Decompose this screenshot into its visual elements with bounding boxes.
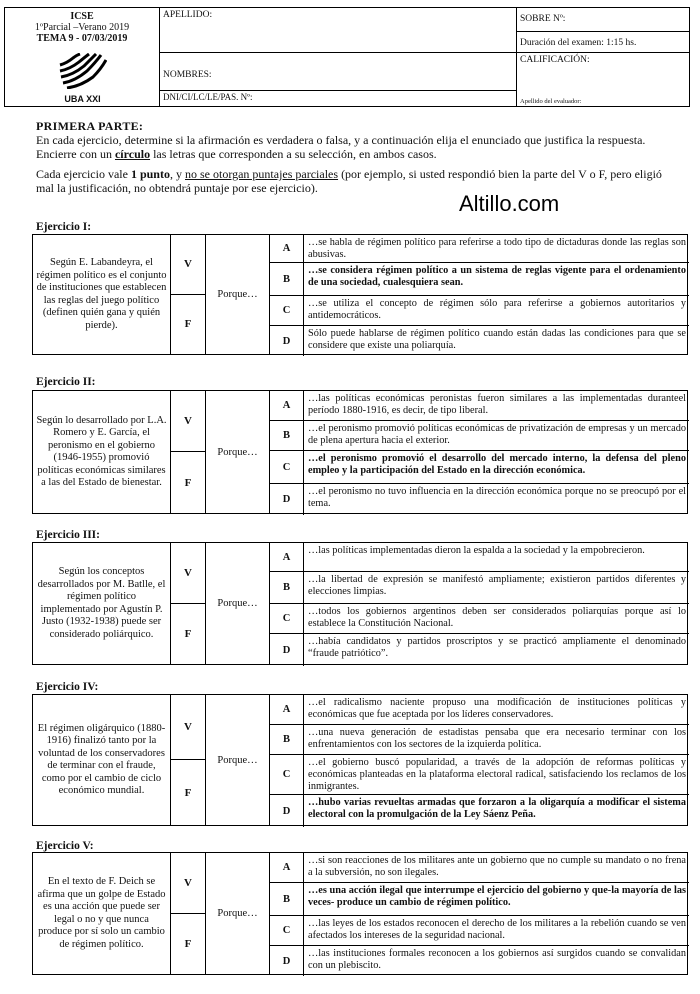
justification-option bbox=[270, 755, 689, 795]
exercise-table bbox=[32, 390, 688, 514]
option-letter[interactable]: B bbox=[270, 725, 304, 754]
option-letter[interactable]: B bbox=[270, 572, 304, 603]
option-text: …las leyes de los estados reconocen el derecho de los militares a la rebelión cuando se ven afectados los intereses de la seguridad nacional. bbox=[308, 918, 686, 941]
option-letter[interactable]: D bbox=[270, 634, 304, 666]
option-text: …una nueva generación de estadistas pensaba que era necesario terminar con los enfrentamientos con los sectores de la izquierda política. bbox=[308, 727, 686, 750]
verdadero-option[interactable]: V bbox=[171, 695, 206, 760]
exercise-table bbox=[32, 234, 688, 355]
exercise-table bbox=[32, 852, 688, 975]
duracion-label: Duración del examen: 1:15 hs. bbox=[517, 32, 689, 53]
justification-option bbox=[270, 484, 689, 515]
justification-option bbox=[270, 853, 689, 883]
justification-option bbox=[270, 421, 689, 451]
option-text: …se considera régimen político a un sistema de reglas vigente para el ordenamiento de una sociedad, cualesquiera sean. bbox=[308, 265, 686, 288]
option-letter[interactable]: A bbox=[270, 853, 304, 882]
falso-option[interactable]: F bbox=[171, 760, 206, 825]
exercise-title: Ejercicio I: bbox=[36, 221, 92, 233]
justification-option bbox=[270, 946, 689, 976]
option-letter[interactable]: C bbox=[270, 296, 304, 325]
calificacion-field[interactable] bbox=[517, 53, 689, 106]
exercise-statement: En el texto de F. Deich se afirma que un golpe de Estado es una acción que puede ser legal o no y que nunca produce por sí solo un cambio de régimen político. bbox=[33, 853, 171, 974]
option-letter[interactable]: D bbox=[270, 795, 304, 827]
instruction-paragraph-1: En cada ejercicio, determine si la afirmación es verdadera o falsa, y a continuación elija el enunciado que justifica la respuesta. Encierre con un círculo las letras que corresponden a su selección, en ambos casos. bbox=[36, 133, 646, 161]
option-letter[interactable]: C bbox=[270, 755, 304, 794]
exam-type: 1ºParcial –Verano 2019 bbox=[34, 22, 130, 33]
option-text: …la libertad de expresión se manifestó ampliamente; existieron partidos diferentes y elecciones limpias. bbox=[308, 574, 686, 597]
watermark: Altillo.com bbox=[459, 191, 560, 216]
institution: ICSE bbox=[70, 11, 94, 22]
option-letter[interactable]: D bbox=[270, 484, 304, 515]
tema: TEMA 9 - 07/03/2019 bbox=[36, 33, 128, 44]
option-text: …había candidatos y partidos proscriptos y se practicó ampliamente el denominado “fraude patriótico”. bbox=[308, 636, 686, 659]
option-letter[interactable]: A bbox=[270, 543, 304, 571]
falso-option[interactable]: F bbox=[171, 604, 206, 665]
porque-label: Porque… bbox=[206, 543, 270, 664]
option-letter[interactable]: A bbox=[270, 235, 304, 262]
option-text: …el peronismo promovió políticas económicas de privatización de empresas y un mercado de plena apertura hacia el exterior. bbox=[308, 423, 686, 446]
option-letter[interactable]: B bbox=[270, 263, 304, 295]
option-letter[interactable]: B bbox=[270, 421, 304, 450]
exercise-title: Ejercicio III: bbox=[36, 529, 100, 541]
sobre-field[interactable]: SOBRE Nº: bbox=[517, 8, 689, 32]
justification-option bbox=[270, 235, 689, 263]
option-letter[interactable]: C bbox=[270, 451, 304, 483]
logo-text: UBA XXI bbox=[64, 94, 101, 104]
option-text: …todos los gobiernos argentinos deben ser considerados poliarquías porque así lo establece la Constitución Nacional. bbox=[308, 606, 686, 629]
justification-option bbox=[270, 604, 689, 634]
exercise-title: Ejercicio V: bbox=[36, 840, 94, 852]
exercise-title: Ejercicio IV: bbox=[36, 681, 99, 693]
instruction-paragraph-2: Cada ejercicio vale 1 punto, y no se otorgan puntajes parciales (por ejemplo, si usted respondió bien la parte del V o F, pero eligió mal la justificación, no obtendrá puntaje por ese ejercicio). bbox=[36, 167, 662, 195]
justification-option bbox=[270, 695, 689, 725]
option-text: …el radicalismo naciente propuso una modificación de instituciones políticas y económicas que fue aceptada por los líderes conservadores. bbox=[308, 697, 686, 720]
dni-field[interactable]: DNI/CI/LC/LE/PAS. Nº: bbox=[160, 91, 517, 106]
option-text: …si son reacciones de los militares ante un gobierno que no cumple su mandato o no frena a la subversión, no son ilegales. bbox=[308, 855, 686, 878]
option-text: …el gobierno buscó popularidad, a través de la adopción de reformas políticas y económicas planteadas en la plataforma electoral radical, satisfaciendo los reclamos de los inmigrantes. bbox=[308, 757, 686, 792]
justification-option bbox=[270, 543, 689, 572]
evaluador-label: Apellido del evaluador: bbox=[520, 98, 582, 105]
verdadero-option[interactable]: V bbox=[171, 235, 206, 295]
justification-option bbox=[270, 634, 689, 666]
option-text: Sólo puede hablarse de régimen político cuando están dadas las condiciones para que se considere que existe una poliarquía. bbox=[308, 328, 686, 351]
justification-option bbox=[270, 883, 689, 916]
option-letter[interactable]: C bbox=[270, 604, 304, 633]
justification-option bbox=[270, 296, 689, 326]
porque-label: Porque… bbox=[206, 235, 270, 354]
option-text: …es una acción ilegal que interrumpe el ejercicio del gobierno y que-la mayoría de las veces- produce un cambio de régimen político. bbox=[308, 885, 686, 908]
justification-option bbox=[270, 326, 689, 356]
calificacion-label: CALIFICACIÓN: bbox=[520, 55, 590, 65]
exam-header bbox=[4, 7, 690, 107]
option-letter[interactable]: A bbox=[270, 391, 304, 420]
option-letter[interactable]: B bbox=[270, 883, 304, 915]
justification-option bbox=[270, 263, 689, 296]
falso-option[interactable]: F bbox=[171, 452, 206, 513]
option-text: …las políticas implementadas dieron la espalda a la sociedad y la empobrecieron. bbox=[308, 545, 645, 556]
exercise-title: Ejercicio II: bbox=[36, 376, 96, 388]
justification-option bbox=[270, 572, 689, 604]
justification-option bbox=[270, 795, 689, 827]
verdadero-option[interactable]: V bbox=[171, 543, 206, 604]
verdadero-option[interactable]: V bbox=[171, 391, 206, 452]
option-letter[interactable]: C bbox=[270, 916, 304, 945]
justification-option bbox=[270, 391, 689, 421]
option-text: …el peronismo no tuvo influencia en la dirección económica porque no se preocupó por el tema. bbox=[308, 486, 686, 509]
option-text: …las políticas económicas peronistas fueron similares a las implementadas duranteel período 1880-1916, es decir, de tipo liberal. bbox=[308, 393, 686, 416]
option-text: …se habla de régimen político para referirse a todo tipo de dictaduras donde las reglas son abusivas. bbox=[308, 237, 686, 260]
option-text: …el peronismo promovió el desarrollo del mercado interno, la defensa del pleno empleo y la participación del Estado en la dirección económica. bbox=[308, 453, 686, 476]
option-text: …las instituciones formales reconocen a los gobiernos así surgidos cuando se convalidan con un plebiscito. bbox=[308, 948, 686, 971]
exercise-statement: Según los conceptos desarrollados por M. Batlle, el régimen político implementado por Agustín P. Justo (1932-1938) puede ser considerado poliárquico. bbox=[33, 543, 171, 664]
porque-label: Porque… bbox=[206, 391, 270, 513]
justification-option bbox=[270, 916, 689, 946]
exercise-statement: Según lo desarrollado por L.A. Romero y E. García, el peronismo en el gobierno (1946-1955) promovió políticas económicas similares a las del Estado de bienestar. bbox=[33, 391, 171, 513]
exercise-statement: Según E. Labandeyra, el régimen político es el conjunto de instituciones que establecen las reglas del juego político (definen quién gana y quién pierde). bbox=[33, 235, 171, 354]
porque-label: Porque… bbox=[206, 853, 270, 974]
uba-xxi-logo-icon bbox=[57, 53, 107, 89]
exercise-table bbox=[32, 542, 688, 665]
exam-info bbox=[5, 8, 160, 106]
justification-option bbox=[270, 725, 689, 755]
nombres-field[interactable]: NOMBRES: bbox=[160, 53, 517, 91]
falso-option[interactable]: F bbox=[171, 295, 206, 355]
option-letter[interactable]: D bbox=[270, 326, 304, 356]
porque-label: Porque… bbox=[206, 695, 270, 825]
exercise-table bbox=[32, 694, 688, 826]
falso-option[interactable]: F bbox=[171, 914, 206, 975]
option-text: …se utiliza el concepto de régimen sólo para referirse a gobiernos autoritarios y antidemocráticos. bbox=[308, 298, 686, 321]
option-letter[interactable]: D bbox=[270, 946, 304, 976]
section-title: PRIMERA PARTE: bbox=[36, 119, 144, 133]
verdadero-option[interactable]: V bbox=[171, 853, 206, 914]
instructions bbox=[36, 119, 676, 201]
justification-option bbox=[270, 451, 689, 484]
apellido-field[interactable]: APELLIDO: bbox=[160, 8, 517, 53]
option-letter[interactable]: A bbox=[270, 695, 304, 724]
option-text: …hubo varias revueltas armadas que forzaron a la oligarquía a modificar el sistema electoral con la promulgación de la Ley Sáenz Peña. bbox=[308, 797, 686, 820]
exercise-statement: El régimen oligárquico (1880-1916) finalizó tanto por la voluntad de los conservadores de terminar con el fraude, como por el cambio de ciclo económico mundial. bbox=[33, 695, 171, 825]
